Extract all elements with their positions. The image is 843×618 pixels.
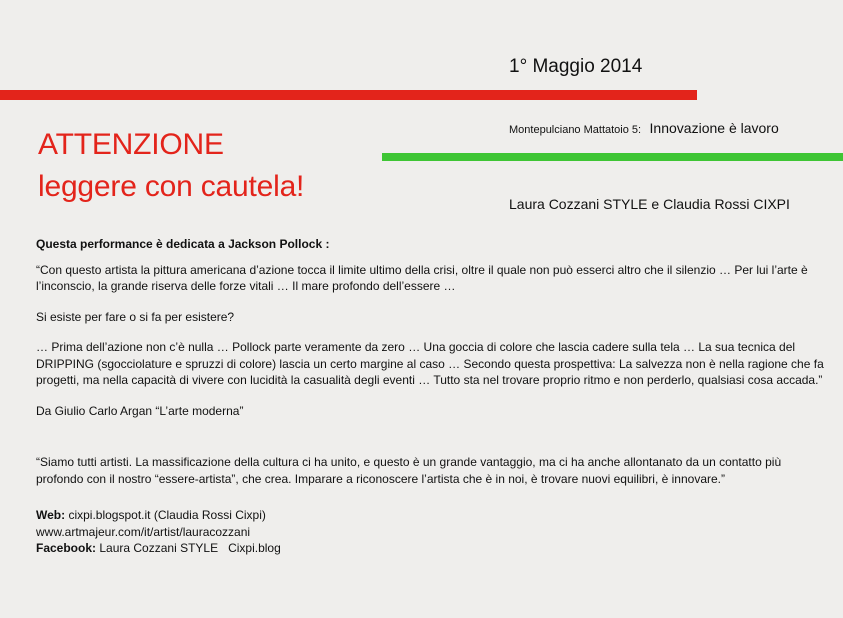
- quote-source: Da Giulio Carlo Argan “L’arte moderna”: [36, 403, 244, 418]
- artmajeur-link[interactable]: www.artmajeur.com/it/artist/lauracozzani: [36, 524, 251, 539]
- dedication: Questa performance è dedicata a Jackson Pollock :: [36, 237, 330, 251]
- warning-title-line-1: ATTENZIONE: [38, 128, 224, 161]
- pollock-quote-1: “Con questo artista la pittura americana d’azione tocca il limite ultimo della crisi, oltre il quale non può esserci altro che il silenzio … Per lui l’arte è l’inconscio, la grande riserva delle forze vitali … Il mare profondo dell’essere …: [36, 262, 808, 293]
- body-text: [36, 236, 826, 557]
- event-title: Innovazione è lavoro: [649, 120, 779, 136]
- facebook-value[interactable]: Laura Cozzani STYLE Cixpi.blog: [99, 541, 281, 555]
- question: Si esiste per fare o si fa per esistere?: [36, 309, 235, 324]
- date: 1° Maggio 2014: [509, 56, 643, 77]
- red-divider-bar: [0, 90, 697, 100]
- warning-title-line-2: leggere con cautela!: [38, 170, 305, 203]
- event-line: [509, 120, 779, 138]
- facebook-contact: [36, 540, 826, 557]
- green-divider-bar: [382, 153, 843, 161]
- artists-quote: “Siamo tutti artisti. La massificazione della cultura ci ha unito, e questo è un grande vantaggio, ma ci ha anche allontanato da un contatto più profondo con il nostro “essere-artista”, che crea. Imparare a riconoscere l’artista che è in noi, è trovare nuovi equilibri, è innovare.”: [36, 455, 782, 486]
- venue: Montepulciano Mattatoio 5:: [509, 124, 642, 136]
- warning-title: [38, 124, 304, 208]
- web-link[interactable]: cixpi.blogspot.it (Claudia Rossi Cixpi): [68, 508, 266, 522]
- authors: Laura Cozzani STYLE e Claudia Rossi CIXPI: [509, 196, 790, 212]
- pollock-quote-2: … Prima dell’azione non c’è nulla … Pollock parte veramente da zero … Una goccia di colore che lascia cadere sulla tela … La sua tecnica del DRIPPING (sgocciolature e spruzzi di colore) lascia un certo margine al caso … Secondo questa prospettiva: La salvezza non è nella ragione che fa progetti, ma nella capacità di vivere con lucidità la casualità degli eventi … Tutto sta nel trovare proprio ritmo e non perderlo, qualsiasi cosa accada.”: [36, 340, 824, 387]
- facebook-label: Facebook:: [36, 541, 97, 555]
- web-contact: [36, 507, 826, 524]
- web-label: Web:: [36, 508, 66, 522]
